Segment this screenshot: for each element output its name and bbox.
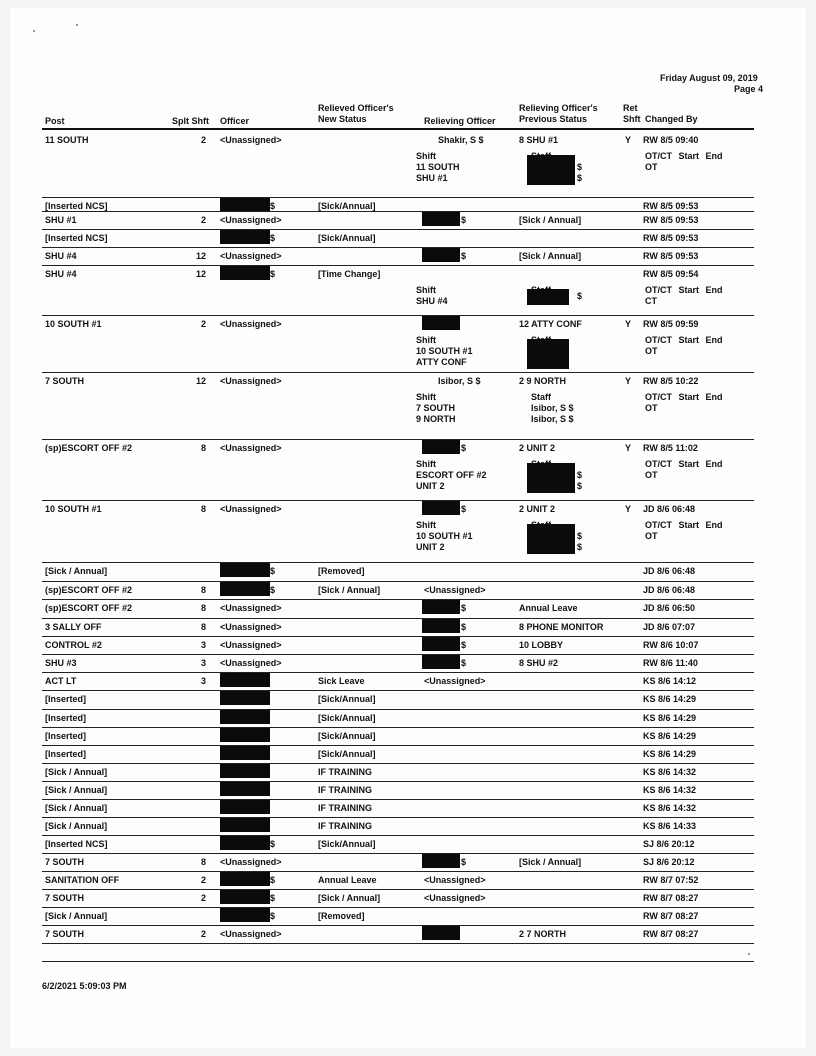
table-row-prev-status: 2 UNIT 2 xyxy=(519,504,556,514)
table-row-new-status: [Sick/Annual] xyxy=(318,201,376,211)
table-row-ret: Y xyxy=(625,504,632,514)
table-row-officer: <Unassigned> xyxy=(220,640,282,650)
redaction-block xyxy=(220,691,270,705)
table-row-post: 7 SOUTH xyxy=(45,857,85,867)
table-row-post: 10 SOUTH #1 xyxy=(45,504,102,514)
table-row-changed-by: KS 8/6 14:32 xyxy=(643,767,697,777)
redaction-block xyxy=(220,563,270,577)
table-row-post: [Sick / Annual] xyxy=(45,785,108,795)
row-divider xyxy=(42,672,754,673)
table-row-ret: Y xyxy=(625,319,632,329)
row-divider xyxy=(42,781,754,782)
table-row-officer: <Unassigned> xyxy=(220,857,282,867)
shift-detail-line: 10 SOUTH #1 xyxy=(416,346,473,356)
col-header-post: Post xyxy=(45,116,65,126)
table-row-officer: <Unassigned> xyxy=(220,504,282,514)
row-divider xyxy=(42,709,754,710)
table-row-shift: 3 xyxy=(201,658,207,668)
table-row-officer: <Unassigned> xyxy=(220,319,282,329)
table-row-prev-status: 2 7 NORTH xyxy=(519,929,567,939)
table-row-changed-by: KS 8/6 14:29 xyxy=(643,713,697,723)
shift-detail-line: ATTY CONF xyxy=(416,357,467,367)
table-row-changed-by: RW 8/6 10:07 xyxy=(643,640,699,650)
table-row-new-status: [Removed] xyxy=(318,911,365,921)
row-divider xyxy=(42,599,754,600)
table-row-officer: <Unassigned> xyxy=(220,622,282,632)
table-row-post: CONTROL #2 xyxy=(45,640,102,650)
table-row-changed-by: RW 8/5 10:22 xyxy=(643,376,699,386)
row-divider xyxy=(42,817,754,818)
table-row-relieving-officer: Shakir, S $ xyxy=(438,135,484,145)
row-divider xyxy=(42,943,754,944)
table-row-new-status: IF TRAINING xyxy=(318,821,372,831)
shift-detail-line: Shift xyxy=(416,151,436,161)
ot-ct-type: OT xyxy=(645,531,658,541)
staff-name: Isibor, S $ xyxy=(531,414,574,424)
redaction-block xyxy=(422,619,460,633)
shift-detail-line: UNIT 2 xyxy=(416,481,445,491)
row-divider xyxy=(42,439,754,440)
table-row-officer: $ xyxy=(270,585,276,595)
redaction-block xyxy=(220,800,270,814)
table-row-shift: 12 xyxy=(196,251,207,261)
table-row-relieving-officer: <Unassigned> xyxy=(424,875,486,885)
row-divider xyxy=(42,618,754,619)
table-row-post: SHU #4 xyxy=(45,251,77,261)
table-row-new-status: [Sick/Annual] xyxy=(318,749,376,759)
table-row-ret: Y xyxy=(625,135,632,145)
redaction-block xyxy=(422,316,460,330)
shift-detail-line: Shift xyxy=(416,392,436,402)
table-row-changed-by: KS 8/6 14:32 xyxy=(643,785,697,795)
table-row-shift: 8 xyxy=(201,857,207,867)
table-row-changed-by: JD 8/6 07:07 xyxy=(643,622,696,632)
table-row-new-status: [Time Change] xyxy=(318,269,381,279)
redaction-block xyxy=(527,155,575,185)
redaction-block xyxy=(527,339,569,369)
col-header-changed-by: Changed By xyxy=(645,114,698,124)
row-divider xyxy=(42,871,754,872)
table-row-shift: 8 xyxy=(201,443,207,453)
table-row-post: [Inserted] xyxy=(45,694,87,704)
row-divider xyxy=(42,690,754,691)
col-header-splt-shft: Splt Shft xyxy=(172,116,209,126)
table-row-prev-status: [Sick / Annual] xyxy=(519,857,582,867)
table-row-post: (sp)ESCORT OFF #2 xyxy=(45,443,133,453)
redaction-block xyxy=(422,440,460,454)
table-row-new-status: IF TRAINING xyxy=(318,803,372,813)
table-row-officer: <Unassigned> xyxy=(220,443,282,453)
redaction-block xyxy=(422,248,460,262)
table-row-post: [Inserted NCS] xyxy=(45,233,108,243)
redaction-block xyxy=(220,198,270,212)
table-row-shift: 12 xyxy=(196,269,207,279)
table-row-post: [Inserted] xyxy=(45,749,87,759)
table-row-changed-by: RW 8/5 09:53 xyxy=(643,251,699,261)
table-row-post: 11 SOUTH xyxy=(45,135,89,145)
table-row-post: [Sick / Annual] xyxy=(45,767,108,777)
ot-ct-type: OT xyxy=(645,346,658,356)
col-header-ret: Ret xyxy=(623,103,638,113)
table-row-officer: $ xyxy=(270,875,276,885)
row-divider xyxy=(42,727,754,728)
table-row-officer: $ xyxy=(270,201,276,211)
table-row-post: [Sick / Annual] xyxy=(45,566,108,576)
table-row-new-status: Annual Leave xyxy=(318,875,377,885)
row-divider xyxy=(42,636,754,637)
shift-detail-line: SHU #4 xyxy=(416,296,448,306)
redaction-block xyxy=(422,926,460,940)
redaction-block xyxy=(422,637,460,651)
table-row-officer: $ xyxy=(270,566,276,576)
table-row-prev-status: 10 LOBBY xyxy=(519,640,564,650)
table-row-changed-by: SJ 8/6 20:12 xyxy=(643,857,695,867)
redaction-block xyxy=(220,908,270,922)
redaction-block xyxy=(220,673,270,687)
table-row-changed-by: KS 8/6 14:29 xyxy=(643,694,697,704)
table-row-post: 7 SOUTH xyxy=(45,893,85,903)
table-row-post: SHU #1 xyxy=(45,215,77,225)
table-row-relieving-officer: $ xyxy=(461,443,467,453)
redaction-block xyxy=(220,710,270,724)
table-row-shift: 12 xyxy=(196,376,207,386)
redaction-block xyxy=(527,289,569,305)
row-divider xyxy=(42,745,754,746)
shift-detail-line: SHU #1 xyxy=(416,173,448,183)
table-row-post: [Inserted] xyxy=(45,713,87,723)
table-row-post: [Inserted] xyxy=(45,731,87,741)
ot-ct-detail: OT/CT Start End xyxy=(645,285,723,295)
table-row-new-status: [Removed] xyxy=(318,566,365,576)
staff-name: Isibor, S $ xyxy=(531,403,574,413)
table-row-post: 7 SOUTH xyxy=(45,929,85,939)
row-divider xyxy=(42,247,754,248)
row-divider xyxy=(42,763,754,764)
table-row-shift: 2 xyxy=(201,875,207,885)
ot-ct-detail: OT/CT Start End xyxy=(645,335,723,345)
table-row-prev-status: [Sick / Annual] xyxy=(519,215,582,225)
table-row-post: [Sick / Annual] xyxy=(45,911,108,921)
table-row-changed-by: RW 8/5 09:53 xyxy=(643,215,699,225)
row-divider xyxy=(42,853,754,854)
table-row-new-status: Sick Leave xyxy=(318,676,365,686)
table-row-prev-status: 8 SHU #2 xyxy=(519,658,559,668)
table-row-relieving-officer: $ xyxy=(461,857,467,867)
table-row-shift: 8 xyxy=(201,622,207,632)
table-row-officer: $ xyxy=(270,911,276,921)
table-row-changed-by: RW 8/7 08:27 xyxy=(643,929,699,939)
table-row-relieving-officer: <Unassigned> xyxy=(424,585,486,595)
redaction-block xyxy=(422,854,460,868)
col-header-relieved-status-2: New Status xyxy=(318,114,367,124)
row-divider xyxy=(42,654,754,655)
table-row-prev-status: 2 9 NORTH xyxy=(519,376,567,386)
row-divider xyxy=(42,835,754,836)
redaction-block xyxy=(422,212,460,226)
table-row-new-status: [Sick/Annual] xyxy=(318,731,376,741)
table-row-officer: <Unassigned> xyxy=(220,929,282,939)
ot-ct-detail: OT/CT Start End xyxy=(645,520,723,530)
table-row-relieving-officer: <Unassigned> xyxy=(424,893,486,903)
table-row-changed-by: KS 8/6 14:29 xyxy=(643,731,697,741)
table-row-prev-status: 8 PHONE MONITOR xyxy=(519,622,604,632)
table-row-shift: 8 xyxy=(201,504,207,514)
scan-speck xyxy=(33,30,35,32)
shift-detail-line: ESCORT OFF #2 xyxy=(416,470,487,480)
table-row-officer: <Unassigned> xyxy=(220,376,282,386)
row-divider xyxy=(42,372,754,373)
table-row-post: SHU #4 xyxy=(45,269,77,279)
staff-name: $ xyxy=(577,481,583,491)
table-row-officer: $ xyxy=(270,233,276,243)
row-divider xyxy=(42,500,754,501)
shift-detail-line: Shift xyxy=(416,520,436,530)
table-row-changed-by: RW 8/6 11:40 xyxy=(643,658,698,668)
table-row-relieving-officer: $ xyxy=(461,215,467,225)
table-row-officer: <Unassigned> xyxy=(220,251,282,261)
staff-name: $ xyxy=(577,531,583,541)
table-row-new-status: [Sick/Annual] xyxy=(318,694,376,704)
staff-name: $ xyxy=(577,542,583,552)
table-row-new-status: [Sick / Annual] xyxy=(318,585,381,595)
shift-detail-line: Shift xyxy=(416,335,436,345)
shift-detail-line: 11 SOUTH xyxy=(416,162,460,172)
table-row-post: [Sick / Annual] xyxy=(45,821,108,831)
table-row-officer: $ xyxy=(270,839,276,849)
staff-name: $ xyxy=(577,162,583,172)
redaction-block xyxy=(220,582,270,596)
table-row-relieving-officer: $ xyxy=(461,658,467,668)
shift-detail-line: 9 NORTH xyxy=(416,414,456,424)
row-divider xyxy=(42,581,754,582)
table-row-post: 10 SOUTH #1 xyxy=(45,319,102,329)
table-row-changed-by: RW 8/5 09:53 xyxy=(643,201,699,211)
ot-ct-type: OT xyxy=(645,162,658,172)
header-rule xyxy=(42,128,754,130)
table-row-changed-by: KS 8/6 14:29 xyxy=(643,749,697,759)
table-row-post: (sp)ESCORT OFF #2 xyxy=(45,585,133,595)
table-row-post: SANITATION OFF xyxy=(45,875,120,885)
table-row-officer: <Unassigned> xyxy=(220,603,282,613)
table-row-ret: Y xyxy=(625,443,632,453)
table-row-changed-by: RW 8/5 09:53 xyxy=(643,233,699,243)
table-row-post: 3 SALLY OFF xyxy=(45,622,102,632)
table-row-changed-by: KS 8/6 14:33 xyxy=(643,821,697,831)
redaction-block xyxy=(220,266,270,280)
row-divider xyxy=(42,925,754,926)
table-row-changed-by: JD 8/6 06:48 xyxy=(643,504,696,514)
table-row-prev-status: 2 UNIT 2 xyxy=(519,443,556,453)
table-row-post: ACT LT xyxy=(45,676,77,686)
table-row-officer: $ xyxy=(270,269,276,279)
col-header-officer: Officer xyxy=(220,116,250,126)
scan-speck xyxy=(748,953,750,955)
table-row-shift: 2 xyxy=(201,215,207,225)
redaction-block xyxy=(422,600,460,614)
col-header-prev-status-2: Previous Status xyxy=(519,114,588,124)
report-date: Friday August 09, 2019 xyxy=(660,73,758,83)
redaction-block xyxy=(527,463,575,493)
col-header-relieved-status-1: Relieved Officer's xyxy=(318,103,394,113)
page-number: Page 4 xyxy=(734,84,764,94)
table-row-changed-by: RW 8/7 08:27 xyxy=(643,911,699,921)
table-row-changed-by: KS 8/6 14:32 xyxy=(643,803,697,813)
table-row-shift: 3 xyxy=(201,640,207,650)
shift-detail-line: 7 SOUTH xyxy=(416,403,456,413)
table-row-post: [Sick / Annual] xyxy=(45,803,108,813)
redaction-block xyxy=(220,836,270,850)
table-row-changed-by: RW 8/5 11:02 xyxy=(643,443,698,453)
redaction-block xyxy=(220,818,270,832)
table-row-shift: 2 xyxy=(201,319,207,329)
table-row-ret: Y xyxy=(625,376,632,386)
table-row-shift: 8 xyxy=(201,603,207,613)
table-row-shift: 2 xyxy=(201,893,207,903)
row-divider xyxy=(42,265,754,266)
table-row-changed-by: RW 8/5 09:59 xyxy=(643,319,699,329)
table-row-post: [Inserted NCS] xyxy=(45,201,108,211)
table-row-shift: 3 xyxy=(201,676,207,686)
table-row-changed-by: KS 8/6 14:12 xyxy=(643,676,697,686)
staff-name: $ xyxy=(577,173,583,183)
table-row-relieving-officer: Isibor, S $ xyxy=(438,376,481,386)
shift-detail-line: Shift xyxy=(416,459,436,469)
shift-detail-line: 10 SOUTH #1 xyxy=(416,531,473,541)
table-row-post: 7 SOUTH xyxy=(45,376,85,386)
table-row-shift: 2 xyxy=(201,929,207,939)
row-divider xyxy=(42,889,754,890)
redaction-block xyxy=(527,524,575,554)
col-header-prev-status-1: Relieving Officer's xyxy=(519,103,598,113)
table-row-changed-by: RW 8/5 09:54 xyxy=(643,269,699,279)
table-row-new-status: [Sick/Annual] xyxy=(318,713,376,723)
row-divider xyxy=(42,315,754,316)
table-row-changed-by: RW 8/5 09:40 xyxy=(643,135,699,145)
table-row-changed-by: JD 8/6 06:48 xyxy=(643,566,696,576)
ot-ct-type: OT xyxy=(645,470,658,480)
ot-ct-type: CT xyxy=(645,296,657,306)
col-header-relieving-officer: Relieving Officer xyxy=(424,116,496,126)
shift-detail-line: Shift xyxy=(416,285,436,295)
row-divider xyxy=(42,229,754,230)
table-row-shift: 8 xyxy=(201,585,207,595)
ot-ct-type: OT xyxy=(645,403,658,413)
staff-label: Staff xyxy=(531,392,551,402)
table-row-officer: $ xyxy=(270,893,276,903)
table-row-new-status: IF TRAINING xyxy=(318,767,372,777)
table-row-relieving-officer: $ xyxy=(461,640,467,650)
table-row-changed-by: RW 8/7 07:52 xyxy=(643,875,699,885)
table-row-prev-status: 12 ATTY CONF xyxy=(519,319,582,329)
redaction-block xyxy=(220,728,270,742)
redaction-block xyxy=(220,872,270,886)
footer-timestamp: 6/2/2021 5:09:03 PM xyxy=(42,981,127,991)
table-row-relieving-officer: $ xyxy=(461,504,467,514)
table-row-post: (sp)ESCORT OFF #2 xyxy=(45,603,133,613)
table-bottom-rule xyxy=(42,961,754,962)
table-row-changed-by: JD 8/6 06:50 xyxy=(643,603,696,613)
ot-ct-detail: OT/CT Start End xyxy=(645,459,723,469)
redaction-block xyxy=(422,501,460,515)
table-row-post: SHU #3 xyxy=(45,658,77,668)
row-divider xyxy=(42,211,754,212)
table-row-officer: <Unassigned> xyxy=(220,215,282,225)
row-divider xyxy=(42,907,754,908)
table-row-new-status: IF TRAINING xyxy=(318,785,372,795)
redaction-block xyxy=(220,890,270,904)
shift-detail-line: UNIT 2 xyxy=(416,542,445,552)
table-row-officer: <Unassigned> xyxy=(220,135,282,145)
table-row-changed-by: SJ 8/6 20:12 xyxy=(643,839,695,849)
row-divider xyxy=(42,799,754,800)
ot-ct-detail: OT/CT Start End xyxy=(645,151,723,161)
table-row-new-status: [Sick / Annual] xyxy=(318,893,381,903)
table-row-changed-by: JD 8/6 06:48 xyxy=(643,585,696,595)
staff-name: $ xyxy=(577,291,583,301)
table-row-changed-by: RW 8/7 08:27 xyxy=(643,893,699,903)
redaction-block xyxy=(220,746,270,760)
row-divider xyxy=(42,562,754,563)
table-row-shift: 2 xyxy=(201,135,207,145)
scan-speck xyxy=(76,24,78,26)
table-row-relieving-officer: $ xyxy=(461,622,467,632)
table-row-prev-status: Annual Leave xyxy=(519,603,578,613)
table-row-officer: <Unassigned> xyxy=(220,658,282,668)
table-row-new-status: [Sick/Annual] xyxy=(318,839,376,849)
staff-name: $ xyxy=(577,470,583,480)
table-row-relieving-officer: $ xyxy=(461,251,467,261)
redaction-block xyxy=(220,764,270,778)
redaction-block xyxy=(422,655,460,669)
row-divider xyxy=(42,197,754,198)
redaction-block xyxy=(220,782,270,796)
table-row-prev-status: 8 SHU #1 xyxy=(519,135,559,145)
table-row-prev-status: [Sick / Annual] xyxy=(519,251,582,261)
table-row-relieving-officer: $ xyxy=(461,603,467,613)
table-row-new-status: [Sick/Annual] xyxy=(318,233,376,243)
ot-ct-detail: OT/CT Start End xyxy=(645,392,723,402)
table-row-relieving-officer: <Unassigned> xyxy=(424,676,486,686)
col-header-shft: Shft xyxy=(623,114,641,124)
table-row-post: [Inserted NCS] xyxy=(45,839,108,849)
redaction-block xyxy=(220,230,270,244)
